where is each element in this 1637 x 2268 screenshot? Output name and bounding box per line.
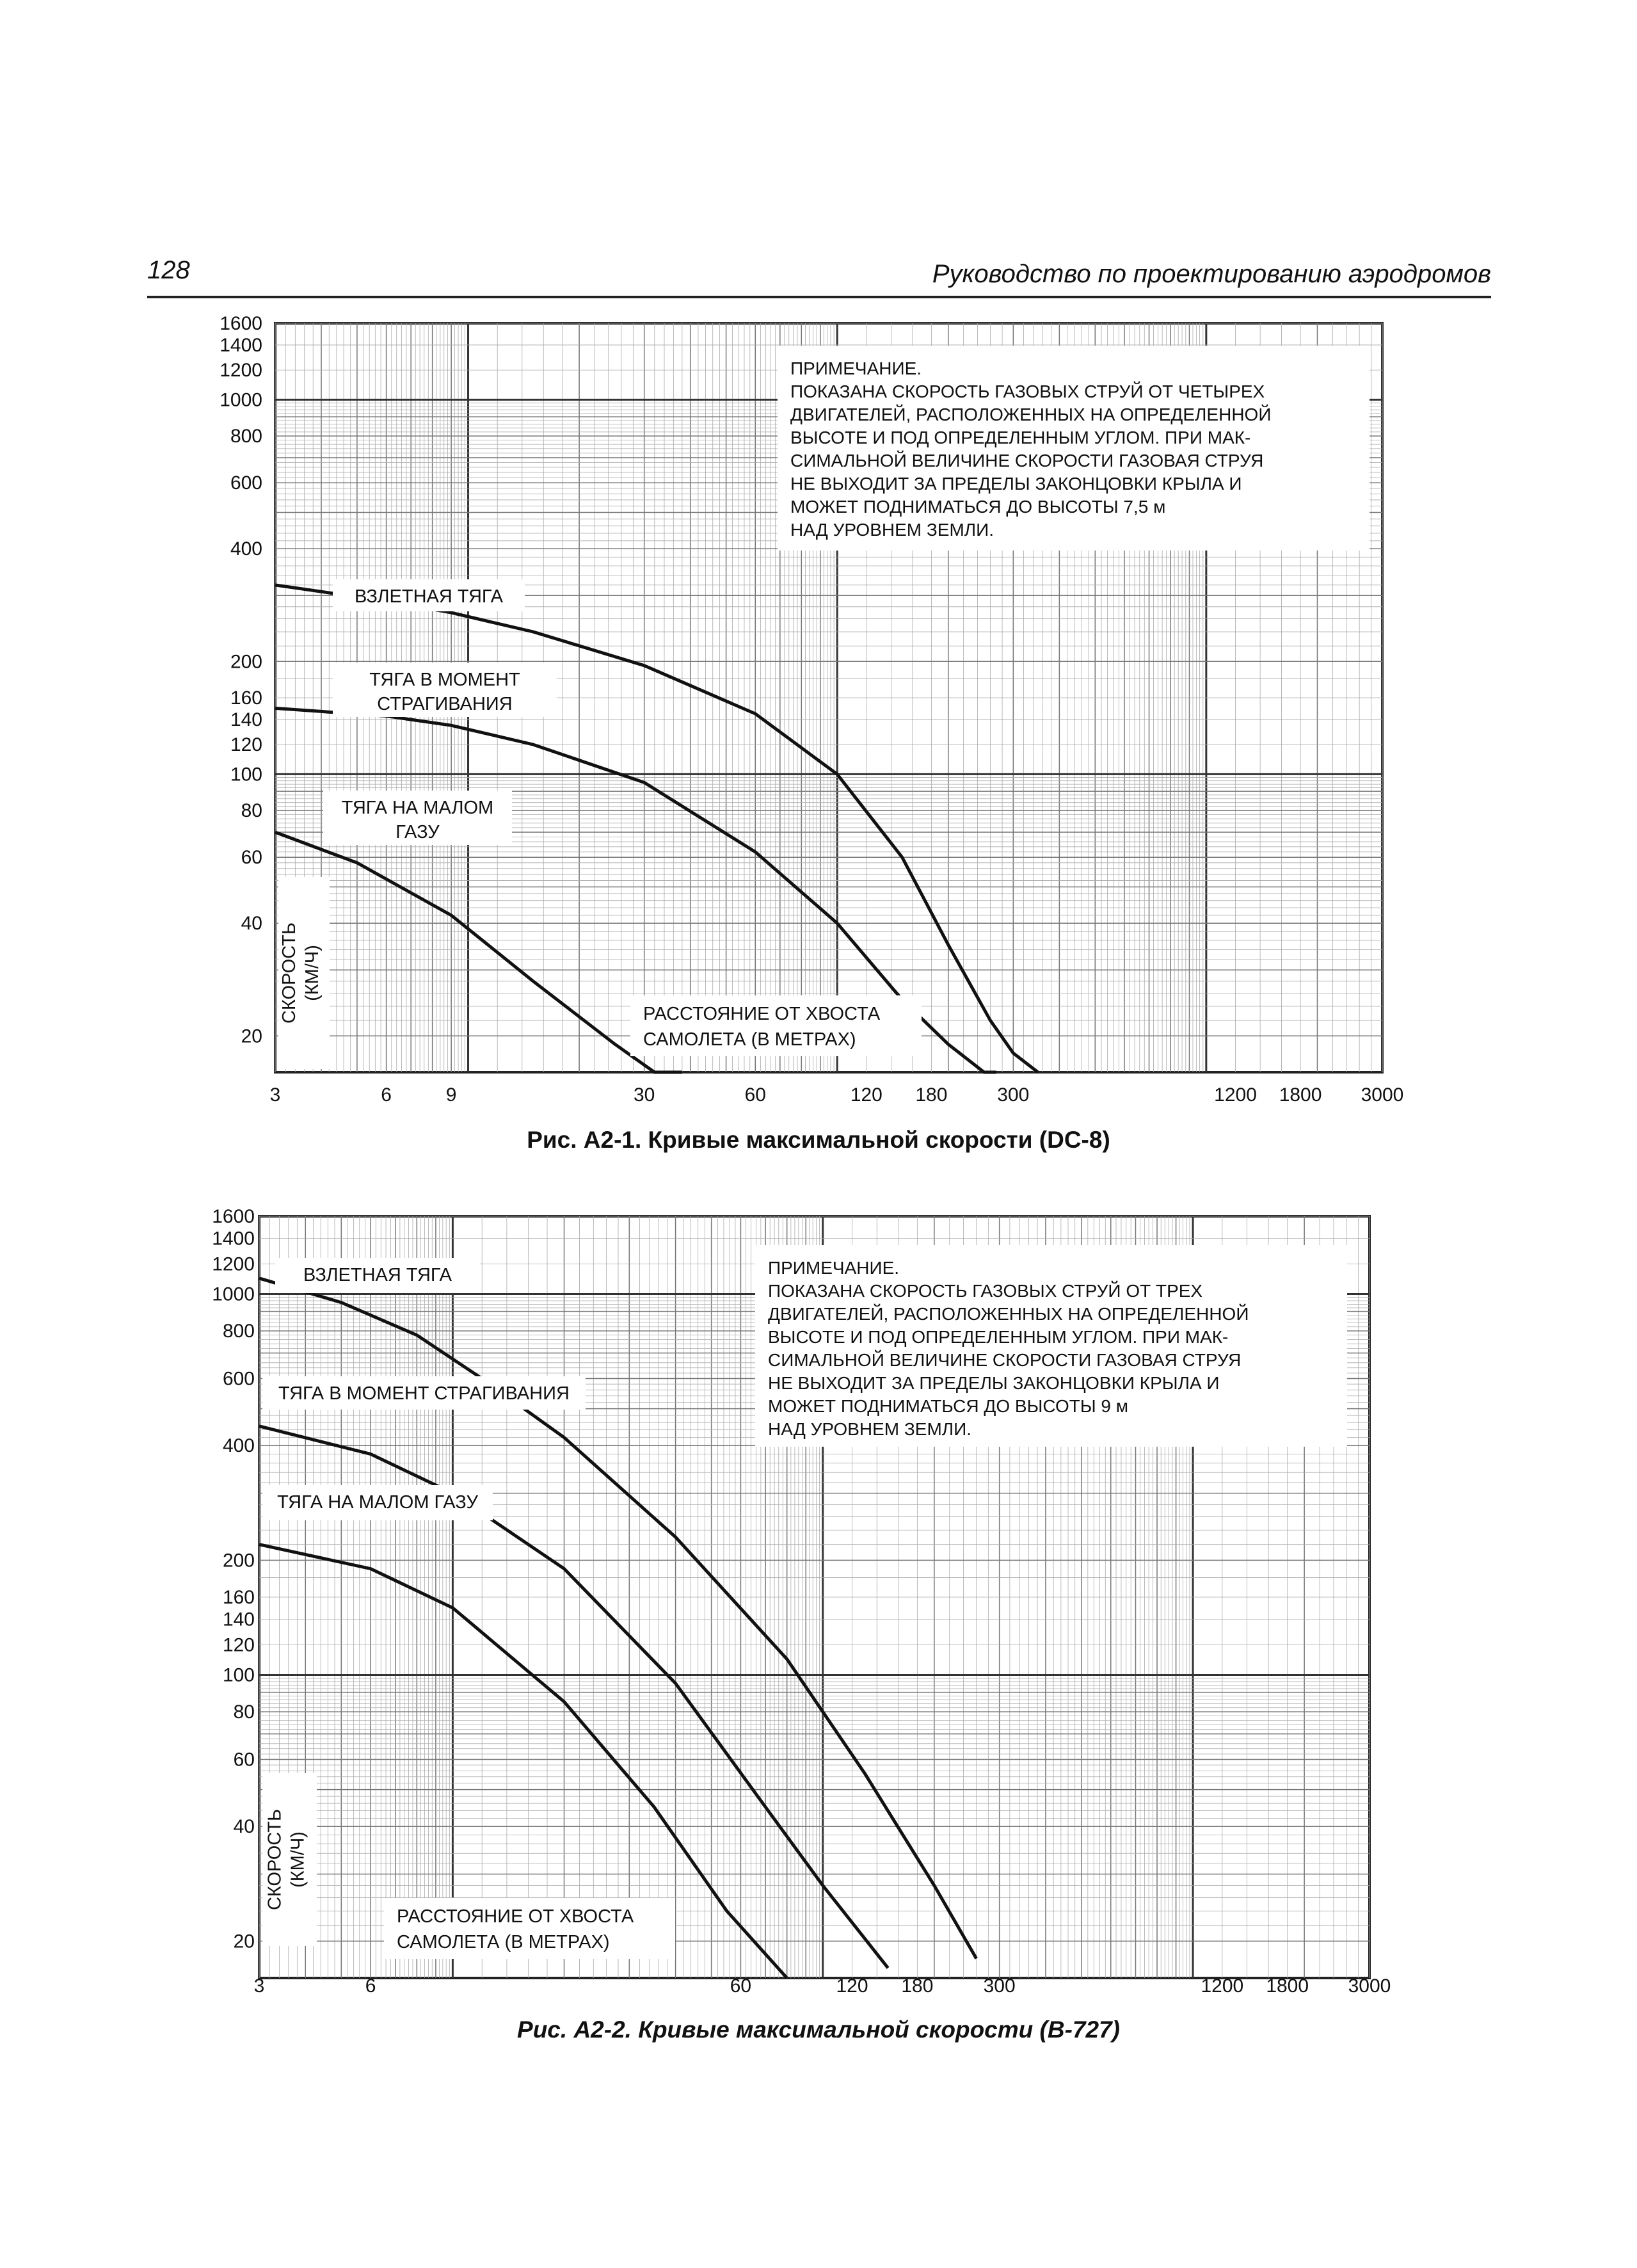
x-tick-label: 60 [744,1084,766,1106]
y-tick-label: 400 [222,1435,255,1457]
x-axis-label: САМОЛЕТА (В МЕТРАХ) [643,1029,856,1050]
y-tick-label: 800 [230,426,262,447]
x-tick-label: 300 [997,1084,1030,1106]
note-line: ВЫСОТЕ И ПОД ОПРЕДЕЛЕННЫМ УГЛОМ. ПРИ МАК- [790,428,1251,447]
y-tick-label: 40 [241,913,262,935]
y-tick-label: 1400 [220,334,262,356]
y-tick-label: 1400 [212,1228,255,1250]
y-tick-label: 20 [233,1931,255,1952]
x-tick-label: 120 [850,1084,882,1106]
y-tick-label: 1200 [220,360,262,382]
x-tick-label: 1800 [1266,1975,1309,1997]
note-line: НАД УРОВНЕМ ЗЕМЛИ. [768,1419,972,1439]
x-tick-label: 180 [901,1975,934,1997]
y-tick-label: 1000 [212,1283,255,1305]
y-tick-label: 80 [233,1701,255,1723]
y-tick-label: 120 [230,734,262,756]
y-axis-label: (КМ/Ч) [302,945,323,1001]
y-tick-label: 600 [222,1368,255,1390]
y-tick-label: 140 [222,1609,255,1630]
x-axis-label: РАССТОЯНИЕ ОТ ХВОСТА [643,1004,881,1024]
y-tick-label: 1000 [220,389,262,411]
y-tick-label: 20 [241,1025,262,1047]
y-axis-label: СКОРОСТЬ [279,922,299,1024]
note-line: ПРИМЕЧАНИЕ. [768,1258,900,1278]
x-tick-label: 9 [445,1084,457,1106]
y-tick-label: 1600 [220,313,262,334]
x-tick-label: 120 [836,1975,868,1997]
x-tick-label: 60 [730,1975,752,1997]
series-label: ТЯГА В МОМЕНТ [369,670,520,690]
y-tick-label: 120 [222,1634,255,1656]
figure-caption-2: Рис. А2-2. Кривые максимальной скорости (В-727) [517,2016,1120,2043]
x-tick-label: 3000 [1348,1975,1391,1997]
note-line: ДВИГАТЕЛЕЙ, РАСПОЛОЖЕННЫХ НА ОПРЕДЕЛЕННОЙ [768,1304,1249,1324]
y-tick-label: 400 [230,538,262,560]
y-axis-label: (КМ/Ч) [287,1831,308,1888]
x-tick-label: 180 [915,1084,948,1106]
x-axis-label: РАССТОЯНИЕ ОТ ХВОСТА [397,1906,634,1927]
series-label: ТЯГА НА МАЛОМ [341,798,494,818]
y-tick-label: 160 [230,688,262,709]
y-tick-label: 80 [241,800,262,822]
note-line: СИМАЛЬНОЙ ВЕЛИЧИНЕ СКОРОСТИ ГАЗОВАЯ СТРУЯ [790,451,1264,470]
running-title: Руководство по проектированию аэродромов [932,260,1491,288]
x-tick-label: 3 [253,1975,265,1997]
chart-1 [220,313,1403,1106]
series-label: ТЯГА В МОМЕНТ СТРАГИВАНИЯ [278,1383,570,1404]
x-tick-label: 30 [633,1084,655,1106]
series-label: ВЗЛЕТНАЯ ТЯГА [354,586,504,607]
y-axis-label: СКОРОСТЬ [264,1808,285,1911]
x-axis-label: САМОЛЕТА (В МЕТРАХ) [397,1932,610,1952]
y-tick-label: 1200 [212,1253,255,1275]
note-line: НЕ ВЫХОДИТ ЗА ПРЕДЕЛЫ ЗАКОНЦОВКИ КРЫЛА И [768,1373,1220,1393]
note-line: ПРИМЕЧАНИЕ. [790,358,922,378]
note-line: ПОКАЗАНА СКОРОСТЬ ГАЗОВЫХ СТРУЙ ОТ ТРЕХ [768,1281,1203,1301]
note-line: МОЖЕТ ПОДНИМАТЬСЯ ДО ВЫСОТЫ 7,5 м [790,497,1166,517]
y-tick-label: 140 [230,709,262,730]
note-line: НАД УРОВНЕМ ЗЕМЛИ. [790,520,994,540]
x-tick-label: 3 [269,1084,281,1106]
x-tick-label: 6 [365,1975,376,1997]
x-tick-label: 6 [381,1084,392,1106]
note-line: МОЖЕТ ПОДНИМАТЬСЯ ДО ВЫСОТЫ 9 м [768,1396,1129,1416]
note-line: ДВИГАТЕЛЕЙ, РАСПОЛОЖЕННЫХ НА ОПРЕДЕЛЕННОЙ [790,405,1272,424]
series-label: ТЯГА НА МАЛОМ ГАЗУ [277,1492,478,1513]
y-tick-label: 60 [233,1749,255,1771]
y-tick-label: 800 [222,1321,255,1342]
note-line: СИМАЛЬНОЙ ВЕЛИЧИНЕ СКОРОСТИ ГАЗОВАЯ СТРУЯ [768,1350,1242,1370]
x-tick-label: 1200 [1201,1975,1244,1997]
x-tick-label: 1200 [1214,1084,1257,1106]
y-tick-label: 1600 [212,1206,255,1227]
note-line: ВЫСОТЕ И ПОД ОПРЕДЕЛЕННЫМ УГЛОМ. ПРИ МАК- [768,1327,1229,1347]
x-tick-label: 1800 [1279,1084,1322,1106]
y-tick-label: 200 [230,651,262,673]
y-tick-label: 100 [230,764,262,785]
chart-2 [212,1206,1391,1997]
y-tick-label: 200 [222,1550,255,1572]
figure-caption-1: Рис. А2-1. Кривые максимальной скорости (DC-8) [527,1127,1110,1153]
y-tick-label: 160 [222,1587,255,1608]
y-tick-label: 100 [222,1664,255,1686]
series-label: ВЗЛЕТНАЯ ТЯГА [303,1265,452,1285]
y-tick-label: 600 [230,472,262,494]
page-number: 128 [147,256,190,284]
note-line: ПОКАЗАНА СКОРОСТЬ ГАЗОВЫХ СТРУЙ ОТ ЧЕТЫРЕХ [790,382,1265,401]
note-line: НЕ ВЫХОДИТ ЗА ПРЕДЕЛЫ ЗАКОНЦОВКИ КРЫЛА И [790,474,1242,494]
series-label: СТРАГИВАНИЯ [377,694,513,714]
x-tick-label: 3000 [1361,1084,1404,1106]
series-label: ГАЗУ [395,822,440,842]
y-tick-label: 60 [241,847,262,869]
x-tick-label: 300 [983,1975,1016,1997]
y-tick-label: 40 [233,1816,255,1838]
